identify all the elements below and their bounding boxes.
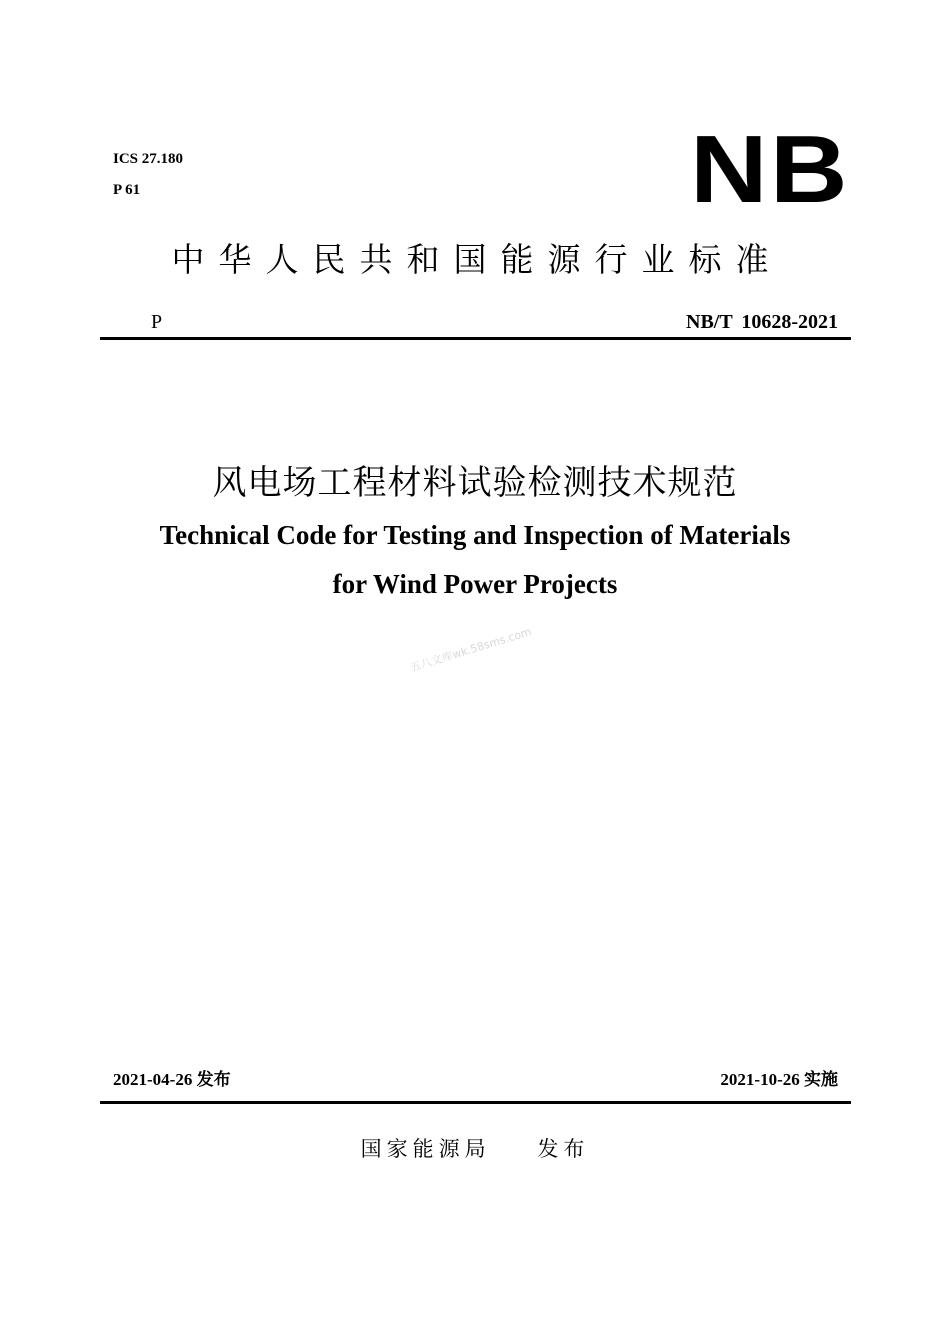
implementation-date: 2021-10-26 实施 [720, 1070, 838, 1089]
nb-logo: NB [690, 116, 850, 223]
issuing-authority: 国家能源局 发布 [360, 1137, 590, 1161]
issue-date: 2021-04-26 发布 [113, 1070, 231, 1089]
top-divider [100, 337, 851, 340]
watermark: 五八文库wk.58sms.com [408, 625, 533, 675]
title-english-line2: for Wind Power Projects [332, 569, 618, 599]
standard-number: NB/T 10628-2021 [686, 311, 838, 333]
category-mark: P [151, 311, 163, 333]
title-english-line1: Technical Code for Testing and Inspection of Materials [159, 520, 791, 550]
industry-standard-title: 中华人民共和国能源行业标准 [171, 240, 783, 279]
classification-code: P 61 [113, 182, 141, 198]
ics-code: ICS 27.180 [113, 151, 184, 167]
bottom-divider [100, 1101, 851, 1104]
title-chinese: 风电场工程材料试验检测技术规范 [212, 463, 738, 503]
